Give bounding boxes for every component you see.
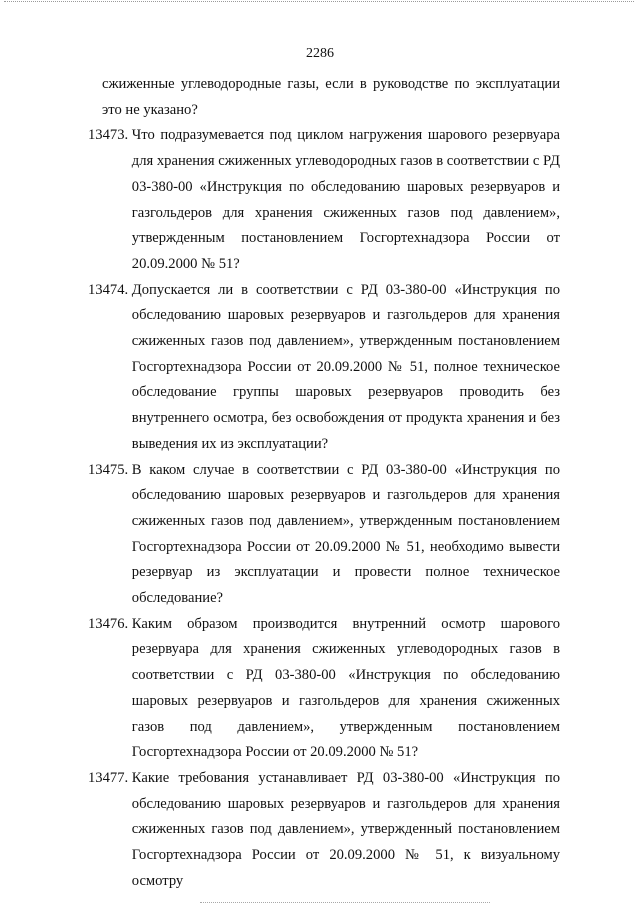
question-text: Что подразумевается под циклом нагружения шарового резервуара для хранения сжиженных углеводородных газов в соответствии с РД 03-380-00 «Инструкция по обследованию шаровых резервуаров и газгольдеров для хранения сжиженных газов под давлением», утвержденным постановлением Госгортехнадзора России от 20.09.2000 № 51? — [131, 127, 560, 272]
question-number: 13477. — [88, 769, 129, 786]
page-content — [88, 72, 560, 895]
question-item — [88, 278, 560, 458]
question-item — [88, 458, 560, 612]
question-item — [88, 123, 560, 277]
scan-edge-bottom — [200, 902, 490, 903]
question-text: Какие требования устанавливает РД 03-380-00 «Инструкция по обследованию шаровых резервуаров и газгольдеров для хранения сжиженных газов под давлением», утвержденный постановлением Госгортехнадзора России от 20.09.2000 № 51, к визуальному осмотру — [131, 769, 560, 889]
continuation-paragraph: сжиженные углеводородные газы, если в руководстве по эксплуатации это не указано? — [102, 76, 560, 118]
question-number: 13474. — [88, 281, 129, 298]
question-number: 13476. — [88, 615, 129, 632]
question-text: Каким образом производится внутренний осмотр шарового резервуара для хранения сжиженных углеводородных газов в соответствии с РД 03-380-00 «Инструкция по обследованию шаровых резервуаров и газгольдеров для хранения сжиженных газов под давлением», утвержденным постановлением Госгортехнадзора России от 20.09.2000 № 51? — [131, 615, 560, 761]
question-item — [88, 612, 560, 766]
page-number: 2286 — [306, 46, 334, 61]
question-text: В каком случае в соответствии с РД 03-380-00 «Инструкция по обследованию шаровых резервуаров и газгольдеров для хранения сжиженных газов под давлением», утвержденным постановлением Госгортехнадзора России от 20.09.2000 № 51, необходимо вывести резервуар из эксплуатации и провести полное техническое обследование? — [131, 461, 560, 607]
scan-edge-top — [4, 1, 634, 2]
question-number: 13475. — [88, 461, 129, 478]
question-text: Допускается ли в соответствии с РД 03-380-00 «Инструкция по обследованию шаровых резервуаров и газгольдеров для хранения сжиженных газов под давлением», утвержденным постановлением Госгортехнадзора России от 20.09.2000 № 51, полное техническое обследование группы шаровых резервуаров проводить без внутреннего осмотра, без освобождения от продукта хранения и без выведения их из эксплуатации? — [131, 281, 560, 452]
question-number: 13473. — [88, 127, 129, 144]
question-item — [88, 766, 560, 895]
